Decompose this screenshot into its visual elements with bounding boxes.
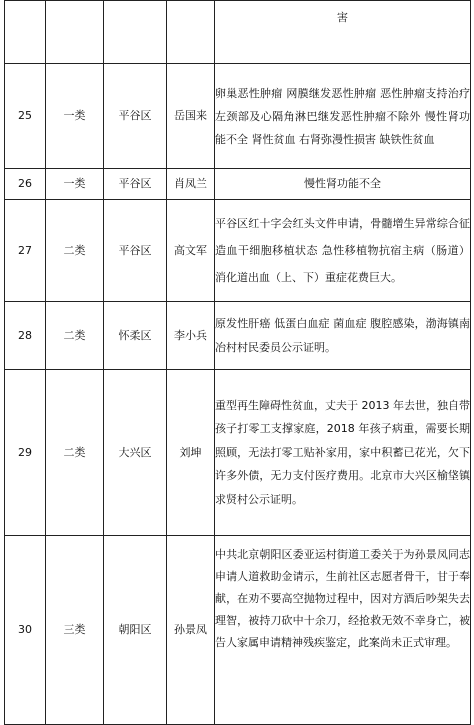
category-cell: 一类 — [46, 64, 104, 169]
district-cell: 怀柔区 — [104, 302, 167, 370]
table-row — [5, 302, 471, 370]
district-cell: 大兴区 — [104, 370, 167, 536]
name-cell — [167, 1, 215, 64]
district-cell: 朝阳区 — [104, 536, 167, 725]
table-row — [5, 64, 471, 169]
description-cell: 平谷区红十字会红头文件申请，骨髓增生异常综合征造血干细胞移植状态 急性移植物抗宿主病（肠道）消化道出血（上、下）重症花费巨大。 — [215, 200, 471, 302]
name-cell: 岳国来 — [167, 64, 215, 169]
description-cell: 卵巢恶性肿瘤 网膜继发恶性肿瘤 恶性肿瘤支持治疗 左颈部及心隔角淋巴继发恶性肿瘤不除外 慢性肾功能不全 肾性贫血 右肾弥漫性损害 缺铁性贫血 — [215, 64, 471, 169]
table-row — [5, 169, 471, 200]
name-cell: 孙景凤 — [167, 536, 215, 725]
district-cell: 平谷区 — [104, 200, 167, 302]
name-cell: 刘坤 — [167, 370, 215, 536]
name-cell: 肖凤兰 — [167, 169, 215, 200]
category-cell: 二类 — [46, 302, 104, 370]
table-row — [5, 536, 471, 725]
category-cell: 一类 — [46, 169, 104, 200]
name-cell: 李小兵 — [167, 302, 215, 370]
no-cell: 28 — [5, 302, 46, 370]
no-cell: 27 — [5, 200, 46, 302]
table-row — [5, 200, 471, 302]
category-cell: 二类 — [46, 370, 104, 536]
category-cell: 三类 — [46, 536, 104, 725]
description-cell: 重型再生障碍性贫血，丈夫于 2013 年去世，独自带孩子打零工支撑家庭，2018 年孩子病重，需要长期照顾，无法打零工贴补家用，家中积蓄已花光，欠下许多外债，无力支付医疗费用。北京市大兴区榆垡镇求贤村公示证明。 — [215, 370, 471, 536]
name-cell: 高文军 — [167, 200, 215, 302]
district-cell: 平谷区 — [104, 169, 167, 200]
table-row-continued — [5, 1, 471, 64]
description-cell: 原发性肝癌 低蛋白血症 菌血症 腹腔感染，渤海镇南冶村村民委员公示证明。 — [215, 302, 471, 370]
no-cell: 29 — [5, 370, 46, 536]
district-cell — [104, 1, 167, 64]
category-cell — [46, 1, 104, 64]
district-cell: 平谷区 — [104, 64, 167, 169]
description-cell: 害 — [215, 1, 471, 64]
no-cell: 26 — [5, 169, 46, 200]
no-cell: 30 — [5, 536, 46, 725]
no-cell — [5, 1, 46, 64]
no-cell: 25 — [5, 64, 46, 169]
category-cell: 二类 — [46, 200, 104, 302]
description-cell: 慢性肾功能不全 — [215, 169, 471, 200]
aid-recipients-table — [4, 0, 471, 725]
table-row — [5, 370, 471, 536]
description-cell: 中共北京朝阳区委亚运村街道工委关于为孙景凤同志申请人道救助金请示，生前社区志愿者骨干，甘于奉献，在劝不要高空抛物过程中，因对方酒后吵架失去理智，被持刀砍中十余刀，经抢救无效不幸身亡，被告人家属申请精神残疾鉴定，此案尚未正式审理。 — [215, 536, 471, 725]
